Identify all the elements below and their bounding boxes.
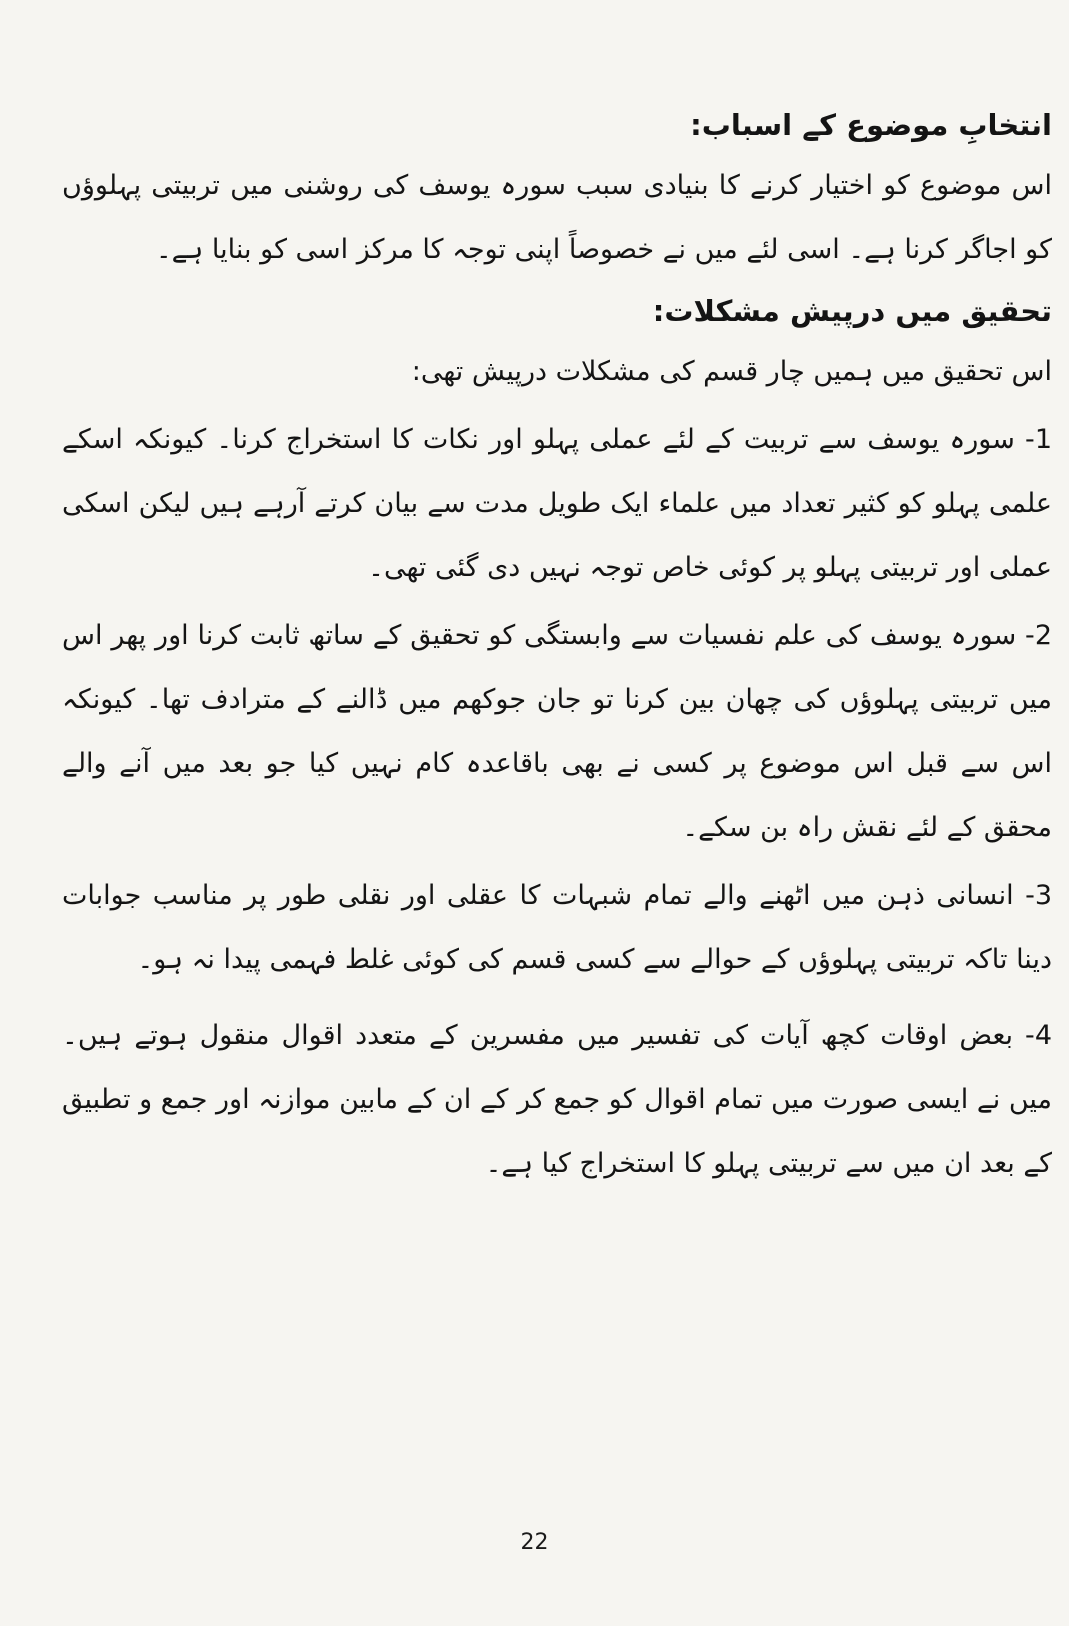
difficulty-point-4: 4- بعض اوقات کچھ آیات کی تفسیر میں مفسرین کے متعدد اقوال منقول ہوتے ہیں۔ میں نے ایسی صورت میں تمام اقوال کو جمع کر کے ان کے مابین موازنہ اور جمع و تطبیق کے بعد ان میں سے تربیتی پہلو کا استخراج کیا ہے۔ bbox=[62, 1020, 1052, 1179]
page-content bbox=[62, 100, 1052, 1196]
paragraph-topic-reason: اس موضوع کو اختیار کرنے کا بنیادی سبب سورہ یوسف کی روشنی میں تربیتی پہلوؤں کو اجاگر کرنا ہے۔ اسی لئے میں نے خصوصاً اپنی توجہ کا مرکز اسی کو بنایا ہے۔ bbox=[62, 170, 1052, 265]
page-number: 22 bbox=[520, 1530, 549, 1555]
section-heading-topic-selection-reasons: انتخابِ موضوع کے اسباب: bbox=[690, 108, 1052, 142]
section-heading-research-difficulties: تحقیق میں درپیش مشکلات: bbox=[652, 294, 1052, 328]
paragraph-difficulties-intro: اس تحقیق میں ہمیں چار قسم کی مشکلات درپیش تھی: bbox=[411, 356, 1052, 387]
difficulty-point-2: 2- سورہ یوسف کی علم نفسیات سے وابستگی کو تحقیق کے ساتھ ثابت کرنا اور پھر اس میں تربیتی پہلوؤں کی چھان بین کرنا تو جان جوکھم میں ڈالنے کے مترادف تھا۔ کیونکہ اس سے قبل اس موضوع پر کسی نے بھی باقاعدہ کام نہیں کیا جو بعد میں آنے والے محقق کے لئے نقش راہ بن سکے۔ bbox=[62, 620, 1052, 843]
difficulty-point-3: 3- انسانی ذہن میں اٹھنے والے تمام شبہات کا عقلی اور نقلی طور پر مناسب جوابات دینا تاکہ تربیتی پہلوؤں کے حوالے سے کسی قسم کی کوئی غلط فہمی پیدا نہ ہو۔ bbox=[62, 880, 1052, 975]
difficulty-point-1: 1- سورہ یوسف سے تربیت کے لئے عملی پہلو اور نکات کا استخراج کرنا۔ کیونکہ اسکے علمی پہلو کو کثیر تعداد میں علماء ایک طویل مدت سے بیان کرتے آرہے ہیں لیکن اسکی عملی اور تربیتی پہلو پر کوئی خاص توجہ نہیں دی گئی تھی۔ bbox=[62, 424, 1052, 583]
